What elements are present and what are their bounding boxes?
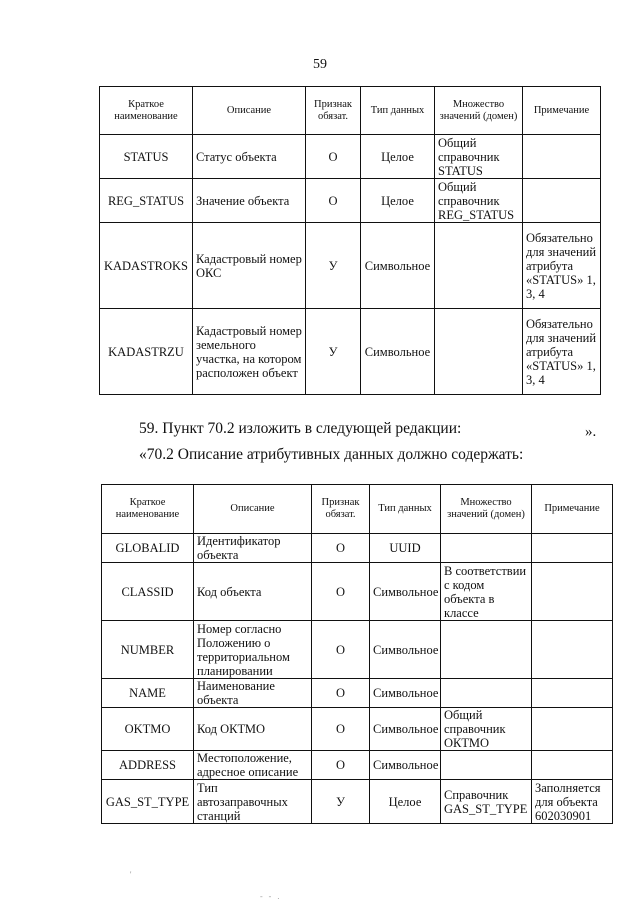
cell-required: О	[312, 751, 370, 780]
cell-description: Кадастровый номер ОКС	[193, 223, 306, 309]
table-row	[102, 534, 613, 563]
cell-data-type: Целое	[361, 135, 435, 179]
cell-required: О	[312, 708, 370, 751]
cell-domain: Общий справочник REG_STATUS	[435, 179, 523, 223]
cell-short-name: CLASSID	[102, 563, 194, 621]
table-row	[100, 223, 601, 309]
cell-domain	[441, 679, 532, 708]
cell-note	[532, 708, 613, 751]
cell-short-name: GAS_ST_TYPE	[102, 780, 194, 824]
cell-required: У	[312, 780, 370, 824]
cell-domain	[441, 534, 532, 563]
cell-description: Значение объекта	[193, 179, 306, 223]
cell-note	[532, 621, 613, 679]
cell-domain: В соответствии с кодом объекта в классе	[441, 563, 532, 621]
cell-short-name: NAME	[102, 679, 194, 708]
header-note: Примечание	[523, 87, 601, 135]
paragraph-amendment: 59. Пункт 70.2 изложить в следующей редакции:	[139, 420, 462, 437]
cell-short-name: GLOBALID	[102, 534, 194, 563]
header-domain: Множество значений (домен)	[441, 485, 532, 534]
table-row	[102, 780, 613, 824]
cell-short-name: KADASTRZU	[100, 309, 193, 395]
cell-data-type: Символьное	[361, 223, 435, 309]
cell-note	[532, 751, 613, 780]
page-number: 59	[313, 57, 327, 72]
cell-required: У	[306, 223, 361, 309]
cell-short-name: NUMBER	[102, 621, 194, 679]
cell-data-type: Символьное	[361, 309, 435, 395]
attribute-table-2	[101, 484, 613, 824]
cell-required: О	[312, 679, 370, 708]
header-required: Признак обязат.	[306, 87, 361, 135]
header-required: Признак обязат.	[312, 485, 370, 534]
cell-data-type: Символьное	[370, 679, 441, 708]
cell-required: О	[312, 534, 370, 563]
cell-domain: Общий справочник ОКТМО	[441, 708, 532, 751]
paragraph-section-heading: «70.2 Описание атрибутивных данных должно содержать:	[139, 446, 524, 463]
cell-required: У	[306, 309, 361, 395]
table-row	[100, 179, 601, 223]
scan-mark: '	[130, 870, 132, 879]
cell-note	[532, 679, 613, 708]
header-data-type: Тип данных	[361, 87, 435, 135]
cell-note	[523, 135, 601, 179]
cell-short-name: KADASTROKS	[100, 223, 193, 309]
table-header-row	[100, 87, 601, 135]
header-domain: Множество значений (домен)	[435, 87, 523, 135]
cell-domain	[435, 309, 523, 395]
cell-required: О	[312, 563, 370, 621]
cell-short-name: REG_STATUS	[100, 179, 193, 223]
cell-short-name: ADDRESS	[102, 751, 194, 780]
table-row	[100, 309, 601, 395]
cell-data-type: Целое	[361, 179, 435, 223]
cell-data-type: Символьное	[370, 621, 441, 679]
cell-description: Статус объекта	[193, 135, 306, 179]
header-short-name: Краткое наименование	[102, 485, 194, 534]
cell-domain	[435, 223, 523, 309]
cell-data-type: Символьное	[370, 563, 441, 621]
attribute-table-1	[99, 86, 601, 395]
table-row	[102, 679, 613, 708]
cell-required: О	[312, 621, 370, 679]
table-row	[100, 135, 601, 179]
cell-short-name: STATUS	[100, 135, 193, 179]
cell-data-type: Символьное	[370, 751, 441, 780]
table-row	[102, 708, 613, 751]
cell-description: Номер согласно Положению о территориальном планировании	[194, 621, 312, 679]
table-row	[102, 563, 613, 621]
cell-data-type: UUID	[370, 534, 441, 563]
cell-description: Кадастровый номер земельного участка, на котором расположен объект	[193, 309, 306, 395]
cell-domain: Справочник GAS_ST_TYPE	[441, 780, 532, 824]
cell-short-name: OKTMO	[102, 708, 194, 751]
cell-domain	[441, 751, 532, 780]
cell-description: Идентификатор объекта	[194, 534, 312, 563]
cell-data-type: Символьное	[370, 708, 441, 751]
cell-description: Тип автозаправочных станций	[194, 780, 312, 824]
cell-description: Код ОКТМО	[194, 708, 312, 751]
cell-note: Обязательно для значений атрибута «STATUS» 1, 3, 4	[523, 223, 601, 309]
cell-domain: Общий справочник STATUS	[435, 135, 523, 179]
header-description: Описание	[194, 485, 312, 534]
scan-mark: - - .	[260, 892, 282, 901]
cell-required: О	[306, 135, 361, 179]
table-header-row	[102, 485, 613, 534]
cell-description: Местоположение, адресное описание	[194, 751, 312, 780]
cell-note: Заполняется для объекта 602030901	[532, 780, 613, 824]
cell-note: Обязательно для значений атрибута «STATUS» 1, 3, 4	[523, 309, 601, 395]
header-short-name: Краткое наименование	[100, 87, 193, 135]
cell-domain	[441, 621, 532, 679]
cell-required: О	[306, 179, 361, 223]
cell-description: Код объекта	[194, 563, 312, 621]
cell-note	[532, 563, 613, 621]
cell-description: Наименование объекта	[194, 679, 312, 708]
cell-data-type: Целое	[370, 780, 441, 824]
closing-quote: ».	[585, 424, 597, 440]
cell-note	[532, 534, 613, 563]
table-row	[102, 751, 613, 780]
header-description: Описание	[193, 87, 306, 135]
cell-note	[523, 179, 601, 223]
table-row	[102, 621, 613, 679]
header-note: Примечание	[532, 485, 613, 534]
header-data-type: Тип данных	[370, 485, 441, 534]
